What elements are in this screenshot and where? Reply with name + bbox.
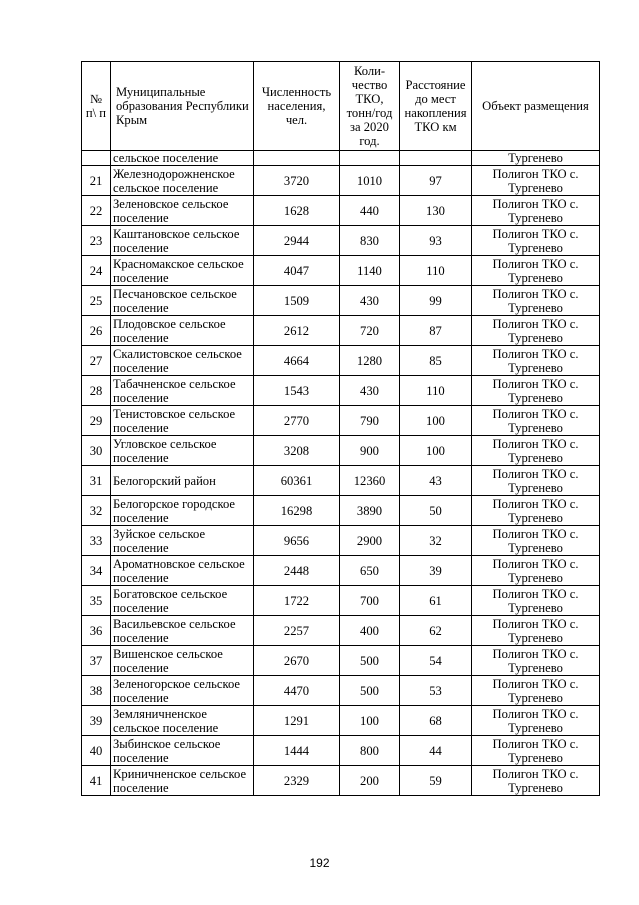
- cell-distance: 97: [400, 166, 472, 196]
- continuation-row: [82, 151, 600, 166]
- cell-name: Вишенское сельское поселение: [111, 646, 254, 676]
- table-row: [82, 706, 600, 736]
- cell-distance: 32: [400, 526, 472, 556]
- cell-num: 23: [82, 226, 111, 256]
- cell-name: Криничненское сельское поселение: [111, 766, 254, 796]
- cell-waste: 700: [340, 586, 400, 616]
- cell-waste: 12360: [340, 466, 400, 496]
- cell-name: Скалистовское сельское поселение: [111, 346, 254, 376]
- cell-population: 1722: [254, 586, 340, 616]
- cell-num: 25: [82, 286, 111, 316]
- cell-name: Ароматновское сельское поселение: [111, 556, 254, 586]
- cell-object: Полигон ТКО с. Тургенево: [472, 376, 600, 406]
- table-header-row: [82, 62, 600, 151]
- cell-distance: 93: [400, 226, 472, 256]
- cell-waste: 2900: [340, 526, 400, 556]
- cell-name: Зыбинское сельское поселение: [111, 736, 254, 766]
- header-municipality: Муниципальные образования Республики Крым: [111, 62, 254, 151]
- cell-num: 32: [82, 496, 111, 526]
- cell-num: 33: [82, 526, 111, 556]
- cell-object: Полигон ТКО с. Тургенево: [472, 496, 600, 526]
- cell-num: 36: [82, 616, 111, 646]
- table-row: [82, 766, 600, 796]
- table-row: [82, 316, 600, 346]
- cell-name: Зеленогорское сельское поселение: [111, 676, 254, 706]
- cell-waste: 1140: [340, 256, 400, 286]
- header-num: № п\ п: [82, 62, 111, 151]
- cell-name: Белогорское городское поселение: [111, 496, 254, 526]
- cell-object: Полигон ТКО с. Тургенево: [472, 286, 600, 316]
- cell-distance: 87: [400, 316, 472, 346]
- cell-name: Железнодорожненское сельское поселение: [111, 166, 254, 196]
- table-row: [82, 466, 600, 496]
- cell-num: 40: [82, 736, 111, 766]
- table-row: [82, 526, 600, 556]
- cell-population: 2770: [254, 406, 340, 436]
- cell-population: 60361: [254, 466, 340, 496]
- cell-waste: [340, 151, 400, 166]
- table-row: [82, 226, 600, 256]
- header-waste: Коли- чество ТКО, тонн/год за 2020 год.: [340, 62, 400, 151]
- cell-population: 3208: [254, 436, 340, 466]
- cell-waste: 1010: [340, 166, 400, 196]
- cell-name: Тенистовское сельское поселение: [111, 406, 254, 436]
- cell-object: Полигон ТКО с. Тургенево: [472, 526, 600, 556]
- header-object: Объект размещения: [472, 62, 600, 151]
- cell-waste: 800: [340, 736, 400, 766]
- cell-num: 38: [82, 676, 111, 706]
- table-row: [82, 646, 600, 676]
- cell-object: Полигон ТКО с. Тургенево: [472, 166, 600, 196]
- cell-distance: 130: [400, 196, 472, 226]
- cell-object: Полигон ТКО с. Тургенево: [472, 196, 600, 226]
- cell-population: 2612: [254, 316, 340, 346]
- cell-distance: 43: [400, 466, 472, 496]
- cell-object: Полигон ТКО с. Тургенево: [472, 676, 600, 706]
- cell-num: 37: [82, 646, 111, 676]
- cell-population: 2670: [254, 646, 340, 676]
- cell-waste: 500: [340, 676, 400, 706]
- cell-num: 31: [82, 466, 111, 496]
- header-distance: Расстояние до мест накопления ТКО км: [400, 62, 472, 151]
- cell-object: Полигон ТКО с. Тургенево: [472, 316, 600, 346]
- cell-waste: 720: [340, 316, 400, 346]
- cell-distance: 110: [400, 376, 472, 406]
- table-row: [82, 616, 600, 646]
- cell-population: 1444: [254, 736, 340, 766]
- cell-population: 2448: [254, 556, 340, 586]
- cell-population: 4470: [254, 676, 340, 706]
- cell-waste: 430: [340, 376, 400, 406]
- cell-object: Полигон ТКО с. Тургенево: [472, 226, 600, 256]
- table-row: [82, 406, 600, 436]
- cell-waste: 900: [340, 436, 400, 466]
- cell-name: Табачненское сельское поселение: [111, 376, 254, 406]
- cell-num: 21: [82, 166, 111, 196]
- cell-num: 34: [82, 556, 111, 586]
- cell-distance: 61: [400, 586, 472, 616]
- cell-name: Белогорский район: [111, 466, 254, 496]
- cell-object: Полигон ТКО с. Тургенево: [472, 586, 600, 616]
- cell-waste: 830: [340, 226, 400, 256]
- cell-object: Полигон ТКО с. Тургенево: [472, 436, 600, 466]
- cell-num: 24: [82, 256, 111, 286]
- cell-object: Полигон ТКО с. Тургенево: [472, 646, 600, 676]
- cell-waste: 650: [340, 556, 400, 586]
- cell-num: 35: [82, 586, 111, 616]
- cell-object: Полигон ТКО с. Тургенево: [472, 766, 600, 796]
- cell-distance: 110: [400, 256, 472, 286]
- cell-distance: 100: [400, 436, 472, 466]
- table-row: [82, 346, 600, 376]
- cell-num: 41: [82, 766, 111, 796]
- cell-population: 1291: [254, 706, 340, 736]
- cell-name: Красномакское сельское поселение: [111, 256, 254, 286]
- table-row: [82, 736, 600, 766]
- cell-num: 27: [82, 346, 111, 376]
- cell-name: Угловское сельское поселение: [111, 436, 254, 466]
- cell-object: Полигон ТКО с. Тургенево: [472, 616, 600, 646]
- cell-distance: 44: [400, 736, 472, 766]
- cell-distance: 54: [400, 646, 472, 676]
- cell-num: 28: [82, 376, 111, 406]
- cell-distance: 39: [400, 556, 472, 586]
- cell-population: 1543: [254, 376, 340, 406]
- table-row: [82, 556, 600, 586]
- cell-object: Полигон ТКО с. Тургенево: [472, 736, 600, 766]
- cell-population: 4664: [254, 346, 340, 376]
- cell-object: Полигон ТКО с. Тургенево: [472, 256, 600, 286]
- cell-population: 2944: [254, 226, 340, 256]
- cell-distance: 50: [400, 496, 472, 526]
- cell-name: сельское поселение: [111, 151, 254, 166]
- cell-object: Полигон ТКО с. Тургенево: [472, 556, 600, 586]
- cell-waste: 790: [340, 406, 400, 436]
- cell-population: 2257: [254, 616, 340, 646]
- cell-name: Каштановское сельское поселение: [111, 226, 254, 256]
- header-population: Численность населения, чел.: [254, 62, 340, 151]
- table-row: [82, 376, 600, 406]
- cell-distance: 53: [400, 676, 472, 706]
- cell-num: 26: [82, 316, 111, 346]
- cell-waste: 200: [340, 766, 400, 796]
- cell-waste: 430: [340, 286, 400, 316]
- cell-num: 29: [82, 406, 111, 436]
- table-row: [82, 196, 600, 226]
- cell-population: 2329: [254, 766, 340, 796]
- cell-object: Полигон ТКО с. Тургенево: [472, 346, 600, 376]
- cell-distance: 99: [400, 286, 472, 316]
- table-row: [82, 586, 600, 616]
- cell-waste: 3890: [340, 496, 400, 526]
- cell-waste: 440: [340, 196, 400, 226]
- cell-num: 22: [82, 196, 111, 226]
- cell-waste: 400: [340, 616, 400, 646]
- cell-waste: 1280: [340, 346, 400, 376]
- cell-name: Зуйское сельское поселение: [111, 526, 254, 556]
- cell-distance: 68: [400, 706, 472, 736]
- cell-population: 4047: [254, 256, 340, 286]
- table-row: [82, 496, 600, 526]
- cell-name: Богатовское сельское поселение: [111, 586, 254, 616]
- cell-name: Земляничненское сельское поселение: [111, 706, 254, 736]
- cell-num: 30: [82, 436, 111, 466]
- cell-object: Тургенево: [472, 151, 600, 166]
- cell-num: 39: [82, 706, 111, 736]
- cell-waste: 500: [340, 646, 400, 676]
- table-row: [82, 676, 600, 706]
- cell-population: 16298: [254, 496, 340, 526]
- cell-population: 3720: [254, 166, 340, 196]
- cell-population: 9656: [254, 526, 340, 556]
- cell-name: Зеленовское сельское поселение: [111, 196, 254, 226]
- cell-distance: 59: [400, 766, 472, 796]
- cell-num: [82, 151, 111, 166]
- cell-distance: 100: [400, 406, 472, 436]
- cell-name: Васильевское сельское поселение: [111, 616, 254, 646]
- cell-population: 1628: [254, 196, 340, 226]
- table-row: [82, 256, 600, 286]
- cell-waste: 100: [340, 706, 400, 736]
- cell-distance: 62: [400, 616, 472, 646]
- cell-distance: 85: [400, 346, 472, 376]
- cell-object: Полигон ТКО с. Тургенево: [472, 466, 600, 496]
- waste-data-table: [81, 61, 600, 796]
- cell-object: Полигон ТКО с. Тургенево: [472, 706, 600, 736]
- table-row: [82, 436, 600, 466]
- cell-distance: [400, 151, 472, 166]
- table-row: [82, 166, 600, 196]
- page-number: 192: [309, 856, 330, 870]
- cell-object: Полигон ТКО с. Тургенево: [472, 406, 600, 436]
- cell-population: [254, 151, 340, 166]
- cell-name: Плодовское сельское поселение: [111, 316, 254, 346]
- cell-population: 1509: [254, 286, 340, 316]
- table-row: [82, 286, 600, 316]
- cell-name: Песчановское сельское поселение: [111, 286, 254, 316]
